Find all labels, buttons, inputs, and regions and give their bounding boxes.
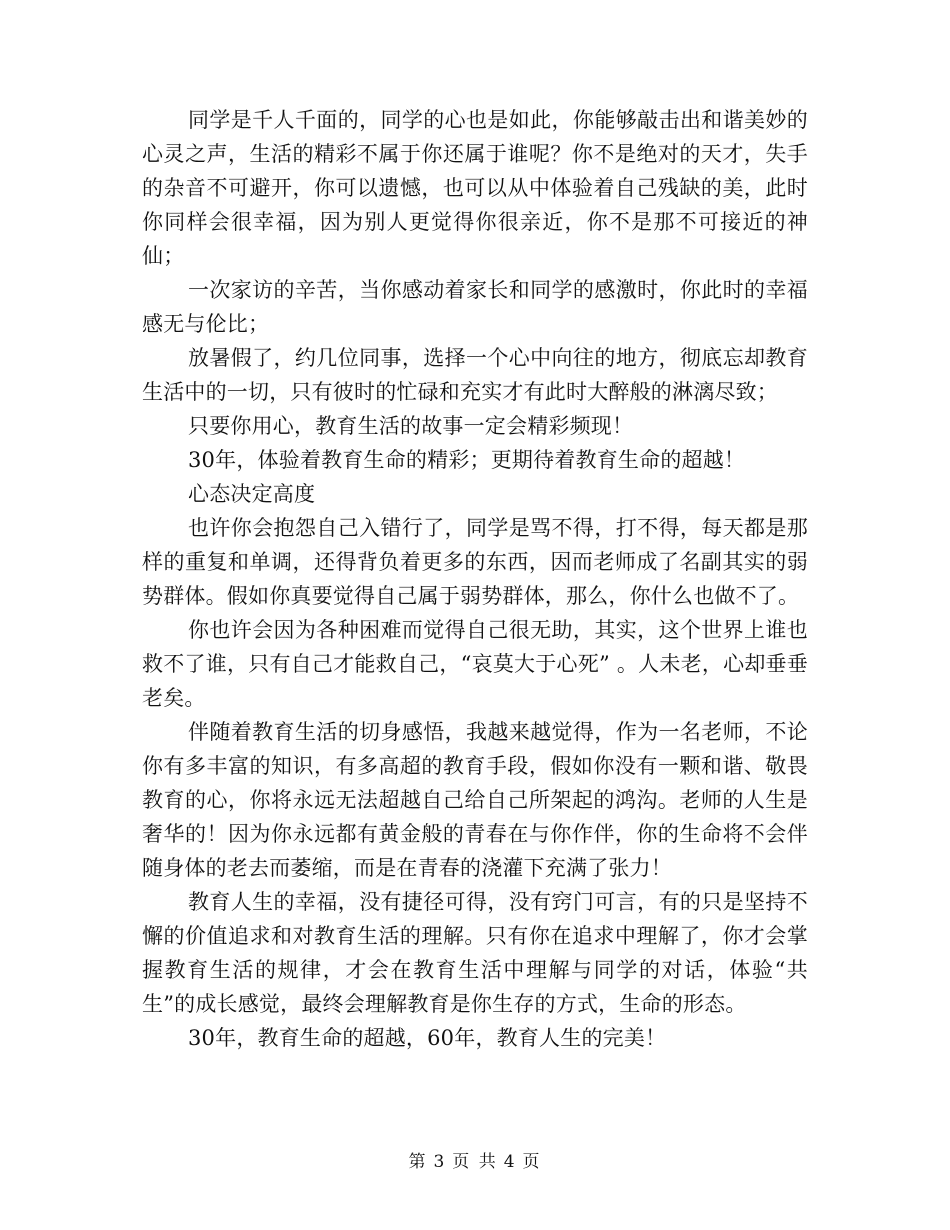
page-footer	[0, 1150, 950, 1174]
paragraph-5: 30年，体验着教育生命的精彩；更期待着教育生命的超越！	[188, 448, 746, 472]
paragraph-10: 教育人生的幸福，没有捷径可得，没有窍门可言，有的只是坚持不懈的价值追求和对教育生活的理解。只有你在追求中理解了，你才会掌握教育生活的规律，才会在教育生活中理解与同学的对话，体验“共生”的成长感觉，最终会理解教育是你生存的方式，生命的形态。	[142, 890, 808, 1016]
document-body	[142, 103, 808, 1055]
paragraph-11: 30年，教育生命的超越，60年，教育人生的完美！	[188, 1026, 667, 1050]
paragraph-2: 一次家访的辛苦，当你感动着家长和同学的感激时，你此时的幸福感无与伦比；	[142, 278, 808, 336]
footer-prefix: 第	[408, 1152, 428, 1172]
footer-current-page: 3	[433, 1152, 447, 1172]
paragraph-4: 只要你用心，教育生活的故事一定会精彩频现！	[188, 414, 634, 438]
paragraph-7: 也许你会抱怨自己入错行了，同学是骂不得，打不得，每天都是那样的重复和单调，还得背负着更多的东西，因而老师成了名副其实的弱势群体。假如你真要觉得自己属于弱势群体，那么，你什么也做不了。	[142, 516, 808, 608]
footer-suffix: 页	[522, 1152, 542, 1172]
paragraph-3: 放暑假了，约几位同事，选择一个心中向往的地方，彻底忘却教育生活中的一切，只有彼时的忙碌和充实才有此时大醉般的淋漓尽致；	[142, 346, 808, 404]
footer-middle: 页 共	[452, 1152, 498, 1172]
paragraph-9: 伴随着教育生活的切身感悟，我越来越觉得，作为一名老师，不论你有多丰富的知识，有多高超的教育手段，假如你没有一颗和谐、敬畏教育的心，你将永远无法超越自己给自己所架起的鸿沟。老师的人生是奢华的！因为你永远都有黄金般的青春在与你作伴，你的生命将不会伴随身体的老去而萎缩，而是在青春的浇灌下充满了张力！	[142, 720, 808, 880]
paragraph-1: 同学是千人千面的，同学的心也是如此，你能够敲击出和谐美妙的心灵之声，生活的精彩不属于你还属于谁呢？你不是绝对的天才，失手的杂音不可避开，你可以遗憾，也可以从中体验着自己残缺的美，此时你同样会很幸福，因为别人更觉得你很亲近，你不是那不可接近的神仙；	[142, 108, 808, 268]
section-heading: 心态决定高度	[188, 482, 316, 506]
paragraph-8: 你也许会因为各种困难而觉得自己很无助，其实，这个世界上谁也救不了谁，只有自己才能救自己，“哀莫大于心死” 。人未老，心却垂垂老矣。	[142, 618, 808, 710]
footer-total-pages: 4	[503, 1152, 517, 1172]
